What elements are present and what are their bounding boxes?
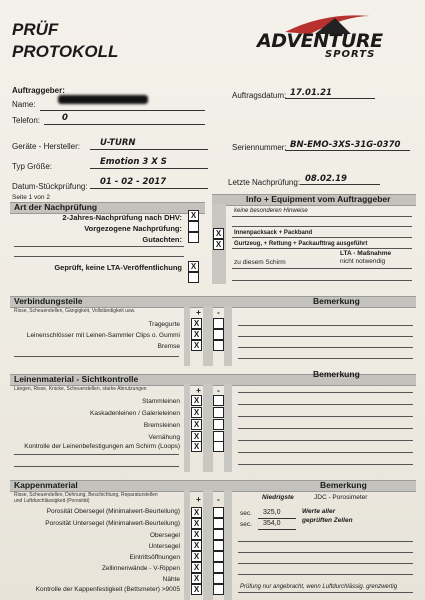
kappen-sec-1: sec. bbox=[240, 510, 252, 517]
leinen-minus-1[interactable] bbox=[213, 395, 224, 406]
kappen-bemerkung: Bemerkung bbox=[320, 480, 367, 490]
stueck-label: Datum-Stückprüfung: bbox=[12, 182, 88, 191]
info-lta-1: LTA - Maßnahme bbox=[340, 250, 392, 257]
leinen-item-3: Bremsleinen bbox=[143, 422, 180, 429]
kappen-minus-2[interactable] bbox=[213, 518, 224, 529]
letzte-label: Letzte Nachprüfung: bbox=[228, 178, 301, 187]
verbindung-plus: + bbox=[196, 307, 201, 317]
stueck-value: 01 - 02 - 2017 bbox=[100, 177, 167, 187]
kappen-check-5[interactable]: X bbox=[191, 551, 202, 562]
kappen-jdc: JDC - Porosimeter bbox=[314, 494, 368, 501]
verbindung-minus-1[interactable] bbox=[213, 318, 224, 329]
kappen-item-6: Zellinnenwände - V-Rippen bbox=[101, 565, 180, 572]
kappen-item-4: Untersegel bbox=[148, 543, 180, 550]
kappen-sec-2: sec. bbox=[240, 521, 252, 528]
leinen-minus-3[interactable] bbox=[213, 419, 224, 430]
kappen-item-8: Kontrolle der Kappenfestigkeit (Bettsmeter) >9005 bbox=[35, 586, 180, 593]
leinen-minus: - bbox=[217, 385, 220, 395]
verbindung-check-1[interactable]: X bbox=[191, 318, 202, 329]
leinen-check-1[interactable]: X bbox=[191, 395, 202, 406]
kappen-niedrigste: Niedrigste bbox=[262, 494, 294, 501]
verbindung-minus-2[interactable] bbox=[213, 329, 224, 340]
leinen-minus-2[interactable] bbox=[213, 407, 224, 418]
nachpruefung-check-2[interactable] bbox=[188, 221, 199, 232]
kappen-minus-5[interactable] bbox=[213, 551, 224, 562]
kappen-minus-1[interactable] bbox=[213, 507, 224, 518]
typ-label: Typ Größe: bbox=[12, 162, 53, 171]
lta-check-empty[interactable] bbox=[188, 272, 199, 283]
name-label: Name: bbox=[12, 100, 36, 109]
kappen-item-2: Porosität Untersegel (Minimalwert-Beurteilung) bbox=[45, 520, 180, 527]
leinen-check-5[interactable]: X bbox=[191, 441, 202, 452]
verbindung-minus: - bbox=[217, 307, 220, 317]
auftragsdatum-label: Auftragsdatum: bbox=[232, 91, 287, 100]
auftraggeber-label: Auftraggeber: bbox=[12, 86, 65, 95]
title-line-1: PRÜF bbox=[12, 20, 59, 39]
lta-label: Geprüft, keine LTA-Veröffentlichung bbox=[54, 263, 182, 272]
kappen-minus-4[interactable] bbox=[213, 540, 224, 551]
letzte-value: 08.02.19 bbox=[305, 174, 347, 184]
verbindung-item-2: Leinenschlösser mit Leinen-Sammler Clips o. Gummi bbox=[26, 332, 180, 339]
info-hinweise: keine besonderen Hinweise bbox=[234, 208, 308, 214]
kappen-check-4[interactable]: X bbox=[191, 540, 202, 551]
leinen-minus-5[interactable] bbox=[213, 441, 224, 452]
typ-value: Emotion 3 X S bbox=[100, 157, 167, 167]
kappen-item-1: Porosität Obersegel (Minimalwert-Beurteilung) bbox=[46, 508, 180, 515]
verbindung-sub: Risse, Scheuerstellen, Gängigkeit, Vollständigkeit usw. bbox=[14, 308, 136, 314]
info-check-2[interactable]: X bbox=[213, 239, 224, 250]
kappen-item-7: Nähte bbox=[162, 576, 180, 583]
kappen-item-3: Obersegel bbox=[150, 532, 180, 539]
nachpruefung-check-1[interactable]: X bbox=[188, 210, 199, 221]
kappen-werte-1: Werte aller bbox=[302, 508, 336, 515]
leinen-check-3[interactable]: X bbox=[191, 419, 202, 430]
kappen-check-3[interactable]: X bbox=[191, 529, 202, 540]
kappen-heading: Kappenmaterial bbox=[14, 480, 78, 490]
verbindung-bemerkung: Bemerkung bbox=[313, 296, 360, 306]
kappen-val-1: 325,0 bbox=[263, 509, 281, 516]
adventure-sports-logo bbox=[255, 10, 415, 65]
kappen-check-1[interactable]: X bbox=[191, 507, 202, 518]
serien-label: Seriennummer: bbox=[232, 143, 287, 152]
seite-label: Seite 1 von 2 bbox=[12, 194, 50, 201]
leinen-bemerkung: Bemerkung bbox=[313, 369, 360, 379]
telefon-label: Telefon: bbox=[12, 116, 41, 125]
kappen-item-5: Eintrittsöffnungen bbox=[129, 554, 180, 561]
leinen-check-2[interactable]: X bbox=[191, 407, 202, 418]
kappen-minus: - bbox=[217, 494, 220, 504]
info-heading: Info + Equipment vom Auftraggeber bbox=[246, 194, 391, 204]
kappen-werte-2: geprüften Zellen bbox=[302, 517, 353, 524]
kappen-check-6[interactable]: X bbox=[191, 562, 202, 573]
info-check-1[interactable]: X bbox=[213, 228, 224, 239]
info-row-1: Innenpacksack + Packband bbox=[234, 230, 313, 236]
lta-check[interactable]: X bbox=[188, 261, 199, 272]
redacted-name bbox=[58, 95, 148, 104]
kappen-minus-3[interactable] bbox=[213, 529, 224, 540]
kappen-minus-8[interactable] bbox=[213, 584, 224, 595]
info-schirm: zu diesem Schirm bbox=[234, 259, 286, 266]
auftragsdatum-value: 17.01.21 bbox=[290, 88, 332, 98]
verbindung-minus-3[interactable] bbox=[213, 340, 224, 351]
leinen-item-4: Vernähung bbox=[148, 434, 180, 441]
telefon-value: 0 bbox=[62, 113, 68, 123]
verbindung-check-3[interactable]: X bbox=[191, 340, 202, 351]
hersteller-value: U-TURN bbox=[100, 138, 136, 148]
kappen-val-2: 354,0 bbox=[263, 520, 281, 527]
nachpruefung-heading: Art der Nachprüfung bbox=[14, 202, 98, 212]
serien-value: BN-EMO-3XS-31G-0370 bbox=[290, 140, 401, 150]
leinen-check-4[interactable]: X bbox=[191, 431, 202, 442]
kappen-plus: + bbox=[196, 494, 201, 504]
verbindung-item-3: Bremse bbox=[157, 343, 180, 350]
title-line-2: PROTOKOLL bbox=[12, 42, 119, 61]
nachpruefung-item-1: 2-Jahres-Nachprüfung nach DHV: bbox=[62, 213, 182, 222]
nachpruefung-item-2: Vorgezogene Nachprüfung: bbox=[84, 224, 182, 233]
kappen-check-8[interactable]: X bbox=[191, 584, 202, 595]
leinen-item-2: Kaskadenleinen / Galerieleinen bbox=[90, 410, 180, 417]
leinen-item-1: Stammleinen bbox=[142, 398, 180, 405]
nachpruefung-check-3[interactable] bbox=[188, 232, 199, 243]
info-row-2: Gurtzeug, + Rettung + Packaufttrag ausgeführt bbox=[234, 241, 368, 247]
verbindung-check-2[interactable]: X bbox=[191, 329, 202, 340]
logo-sub-text: SPORTS bbox=[325, 49, 376, 60]
verbindung-heading: Verbindungsteile bbox=[14, 296, 83, 306]
kappen-minus-6[interactable] bbox=[213, 562, 224, 573]
leinen-sub: Längen, Risse, Knicke, Scheuerstellen, starke Abnutzungen bbox=[14, 386, 147, 392]
info-lta-2: nicht notwendig bbox=[340, 258, 386, 265]
leinen-plus: + bbox=[196, 385, 201, 395]
leinen-item-5: Kontrolle der Leinenbefestigungen am Schirm (Loops) bbox=[24, 443, 180, 450]
leinen-heading: Leinenmaterial - Sichtkontrolle bbox=[14, 374, 139, 384]
kappen-sub-1: Risse, Scheuerstellen, Dehnung, Beschichtung, Reparaturstellen bbox=[14, 492, 158, 498]
kappen-minus-7[interactable] bbox=[213, 573, 224, 584]
logo-main-text: ADVENTURE bbox=[257, 30, 383, 52]
kappen-check-2[interactable]: X bbox=[191, 518, 202, 529]
kappen-footer: Prüfung nur angebracht, wenn Luftdurchlässig. grenzwertig bbox=[240, 584, 398, 590]
kappen-check-7[interactable]: X bbox=[191, 573, 202, 584]
verbindung-item-1: Tragegurte bbox=[148, 321, 180, 328]
nachpruefung-item-3: Gutachten: bbox=[142, 235, 182, 244]
hersteller-label: Geräte - Hersteller: bbox=[12, 142, 81, 151]
kappen-sub-2: und Luftdurchlässigkeit (Porosität) bbox=[14, 498, 90, 504]
